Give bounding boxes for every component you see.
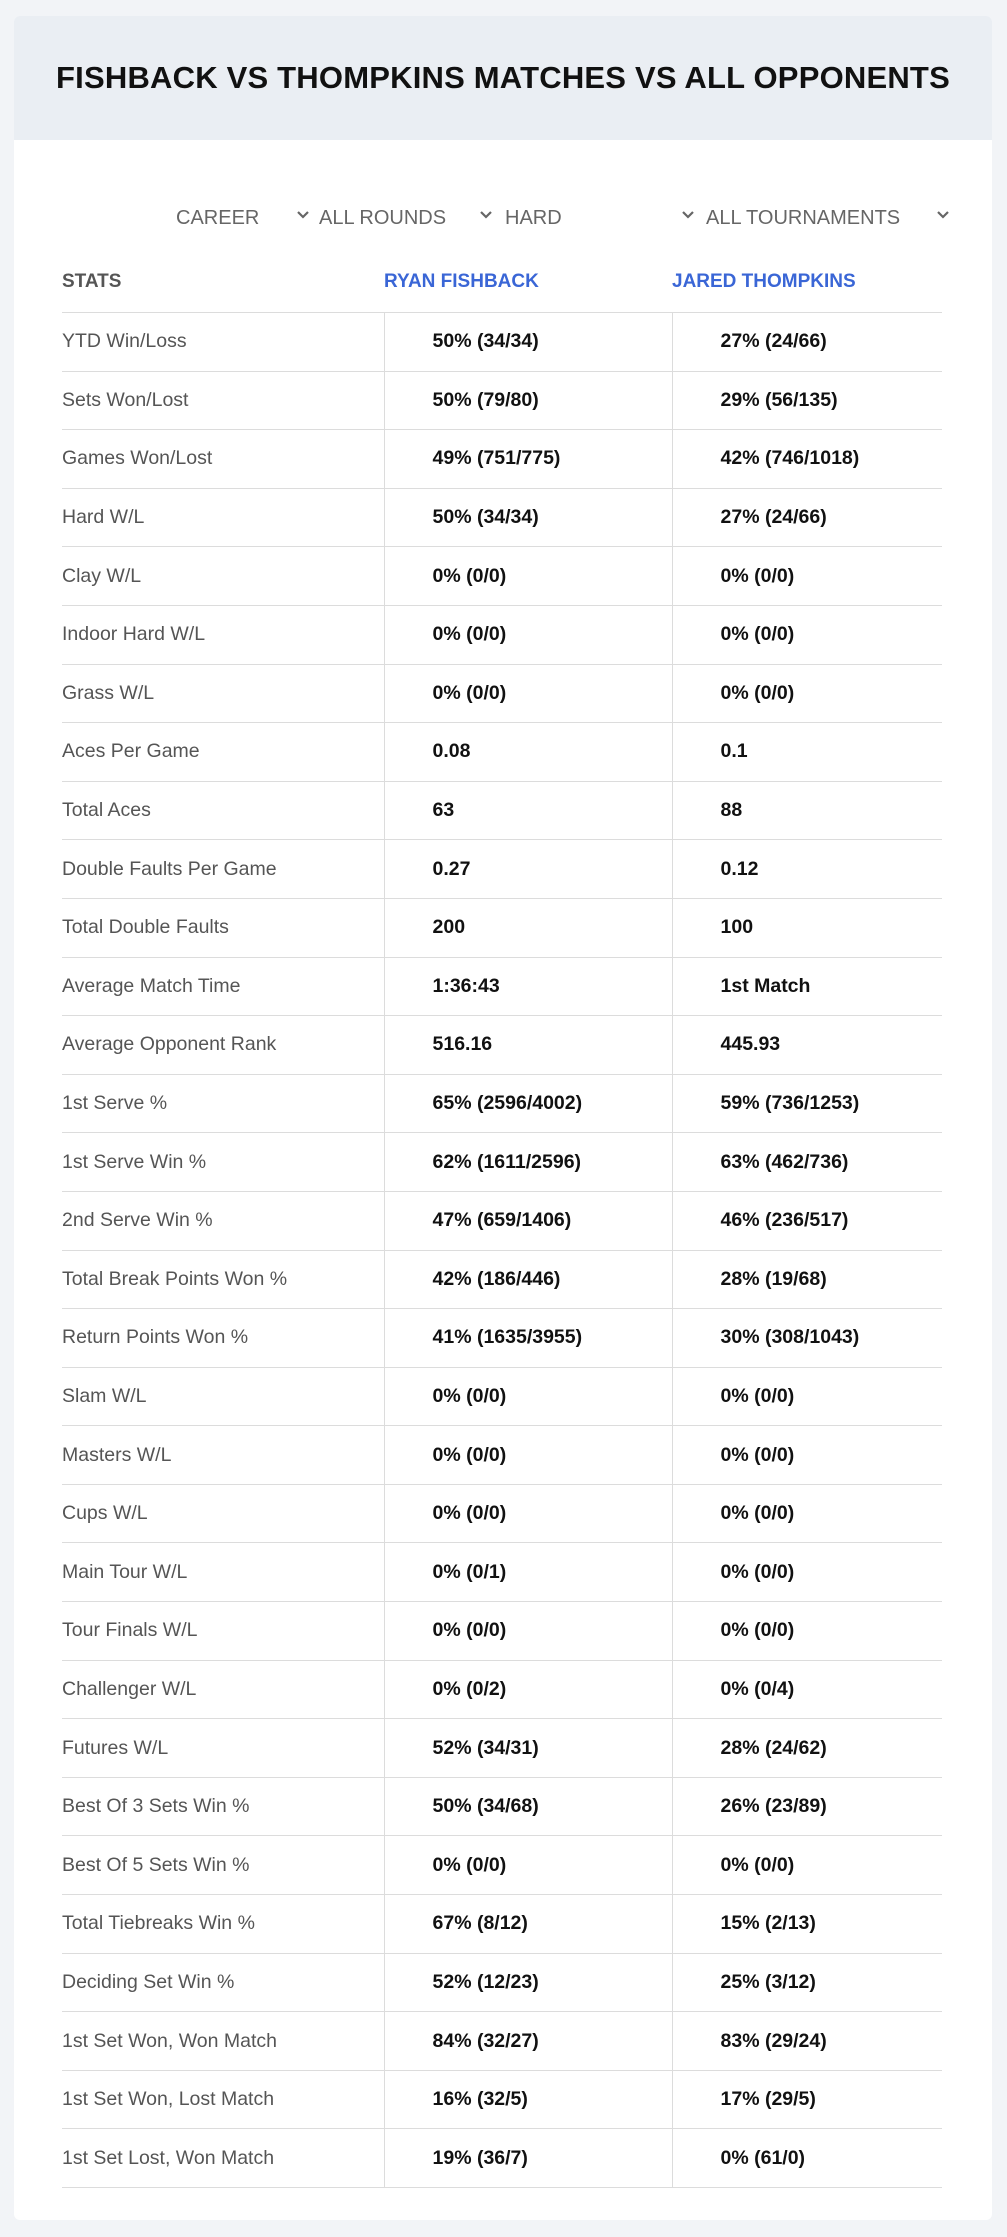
stat-label: Main Tour W/L (62, 1543, 384, 1602)
player1-value: 84% (32/27) (384, 2012, 672, 2071)
stat-label: Masters W/L (62, 1426, 384, 1485)
player2-value: 0% (0/0) (672, 1543, 942, 1602)
chevron-down-icon (479, 210, 493, 220)
stat-label: Clay W/L (62, 547, 384, 606)
player1-value: 52% (34/31) (384, 1719, 672, 1778)
player2-value: 88 (672, 781, 942, 840)
player2-value: 0% (0/4) (672, 1660, 942, 1719)
stat-label: Aces Per Game (62, 723, 384, 782)
tournaments-select[interactable] (706, 188, 956, 248)
chevron-down-icon (936, 210, 950, 220)
table-row (62, 1953, 942, 2012)
player1-value: 0% (0/0) (384, 1367, 672, 1426)
player1-value: 49% (751/775) (384, 430, 672, 489)
player2-value: 0% (0/0) (672, 1367, 942, 1426)
table-row (62, 1250, 942, 1309)
player1-value: 0% (0/0) (384, 1484, 672, 1543)
player1-value: 516.16 (384, 1016, 672, 1075)
player1-value: 0% (0/0) (384, 605, 672, 664)
stat-label: Sets Won/Lost (62, 371, 384, 430)
player2-value: 27% (24/66) (672, 488, 942, 547)
player1-value: 62% (1611/2596) (384, 1133, 672, 1192)
player1-value: 0% (0/0) (384, 547, 672, 606)
player2-value: 0.1 (672, 723, 942, 782)
player1-value: 41% (1635/3955) (384, 1309, 672, 1368)
player1-value: 0% (0/1) (384, 1543, 672, 1602)
table-row (62, 1484, 942, 1543)
player2-value: 30% (308/1043) (672, 1309, 942, 1368)
stats-card (14, 16, 992, 2220)
player2-value: 445.93 (672, 1016, 942, 1075)
player2-value: 0% (0/0) (672, 605, 942, 664)
table-row (62, 488, 942, 547)
player2-value: 0% (0/0) (672, 1836, 942, 1895)
stat-label: 1st Set Won, Won Match (62, 2012, 384, 2071)
player1-value: 0% (0/0) (384, 664, 672, 723)
table-row (62, 664, 942, 723)
period-select-label: CAREER (176, 206, 260, 229)
player2-value: 83% (29/24) (672, 2012, 942, 2071)
table-row (62, 1133, 942, 1192)
stat-label: Total Aces (62, 781, 384, 840)
player1-value: 0% (0/0) (384, 1836, 672, 1895)
player2-value: 0% (0/0) (672, 1602, 942, 1661)
stat-label: Slam W/L (62, 1367, 384, 1426)
player2-value: 100 (672, 898, 942, 957)
stat-label: Average Opponent Rank (62, 1016, 384, 1075)
player2-value: 28% (24/62) (672, 1719, 942, 1778)
player2-value: 0% (0/0) (672, 1426, 942, 1485)
stat-label: YTD Win/Loss (62, 313, 384, 372)
player1-value: 63 (384, 781, 672, 840)
table-row (62, 1719, 942, 1778)
player2-value: 26% (23/89) (672, 1777, 942, 1836)
player1-value: 200 (384, 898, 672, 957)
stat-label: Cups W/L (62, 1484, 384, 1543)
player2-value: 17% (29/5) (672, 2070, 942, 2129)
player2-value: 0% (0/0) (672, 547, 942, 606)
table-row (62, 1426, 942, 1485)
player1-value: 50% (34/34) (384, 313, 672, 372)
table-row (62, 1602, 942, 1661)
player1-value: 50% (34/34) (384, 488, 672, 547)
player1-value: 47% (659/1406) (384, 1191, 672, 1250)
rounds-select-label: ALL ROUNDS (319, 206, 447, 229)
player1-value: 42% (186/446) (384, 1250, 672, 1309)
stat-label: Total Double Faults (62, 898, 384, 957)
stat-label: Best Of 5 Sets Win % (62, 1836, 384, 1895)
stat-label: 1st Serve Win % (62, 1133, 384, 1192)
stat-label: Indoor Hard W/L (62, 605, 384, 664)
surface-select[interactable] (505, 188, 701, 248)
player2-value: 63% (462/736) (672, 1133, 942, 1192)
table-row (62, 1016, 942, 1075)
player2-value: 0% (0/0) (672, 664, 942, 723)
table-row (62, 2070, 942, 2129)
table-row (62, 547, 942, 606)
player1-value: 65% (2596/4002) (384, 1074, 672, 1133)
table-row (62, 1836, 942, 1895)
table-row (62, 430, 942, 489)
player2-value: 0.12 (672, 840, 942, 899)
table-row (62, 957, 942, 1016)
stat-label: Grass W/L (62, 664, 384, 723)
player2-value: 27% (24/66) (672, 313, 942, 372)
chevron-down-icon (681, 210, 695, 220)
stat-label: 1st Set Won, Lost Match (62, 2070, 384, 2129)
player1-value: 19% (36/7) (384, 2129, 672, 2188)
stat-label: Challenger W/L (62, 1660, 384, 1719)
player2-value: 28% (19/68) (672, 1250, 942, 1309)
table-row (62, 313, 942, 372)
table-row (62, 1777, 942, 1836)
table-row (62, 1191, 942, 1250)
stat-label: 1st Serve % (62, 1074, 384, 1133)
stat-label: 2nd Serve Win % (62, 1191, 384, 1250)
table-row (62, 1895, 942, 1954)
table-row (62, 371, 942, 430)
player2-value: 0% (61/0) (672, 2129, 942, 2188)
title-bar (14, 16, 992, 140)
table-row (62, 1543, 942, 1602)
player1-value: 0% (0/0) (384, 1602, 672, 1661)
stat-label: Deciding Set Win % (62, 1953, 384, 2012)
stat-label: Hard W/L (62, 488, 384, 547)
stat-label: Average Match Time (62, 957, 384, 1016)
rounds-select[interactable] (319, 188, 495, 248)
stats-table-body (62, 313, 942, 2188)
stats-table (62, 252, 942, 2188)
stat-label: Total Break Points Won % (62, 1250, 384, 1309)
stat-label: Futures W/L (62, 1719, 384, 1778)
chevron-down-icon (296, 210, 310, 220)
table-row (62, 1074, 942, 1133)
player1-value: 0.08 (384, 723, 672, 782)
table-row (62, 723, 942, 782)
table-row (62, 781, 942, 840)
player1-value: 52% (12/23) (384, 1953, 672, 2012)
player1-value: 0% (0/2) (384, 1660, 672, 1719)
period-select[interactable] (176, 188, 316, 248)
stat-label: Best Of 3 Sets Win % (62, 1777, 384, 1836)
stat-label: Return Points Won % (62, 1309, 384, 1368)
stat-label: Double Faults Per Game (62, 840, 384, 899)
stat-label: 1st Set Lost, Won Match (62, 2129, 384, 2188)
table-row (62, 2012, 942, 2071)
player1-value: 1:36:43 (384, 957, 672, 1016)
player1-value: 67% (8/12) (384, 1895, 672, 1954)
table-row (62, 2129, 942, 2188)
player2-value: 0% (0/0) (672, 1484, 942, 1543)
player1-value: 50% (34/68) (384, 1777, 672, 1836)
table-header-row (62, 252, 942, 313)
page-title: FISHBACK VS THOMPKINS MATCHES VS ALL OPPONENTS (56, 60, 950, 95)
stat-label: Total Tiebreaks Win % (62, 1895, 384, 1954)
tournaments-select-label: ALL TOURNAMENTS (706, 206, 901, 229)
player2-value: 46% (236/517) (672, 1191, 942, 1250)
stat-label: Tour Finals W/L (62, 1602, 384, 1661)
surface-select-label: HARD (505, 206, 562, 229)
player1-value: 0% (0/0) (384, 1426, 672, 1485)
player2-column-header[interactable]: JARED THOMPKINS (672, 271, 856, 292)
player2-value: 59% (736/1253) (672, 1074, 942, 1133)
player2-value: 42% (746/1018) (672, 430, 942, 489)
table-row (62, 840, 942, 899)
table-row (62, 1367, 942, 1426)
table-row (62, 1660, 942, 1719)
player2-value: 15% (2/13) (672, 1895, 942, 1954)
table-row (62, 1309, 942, 1368)
player1-value: 50% (79/80) (384, 371, 672, 430)
player2-value: 29% (56/135) (672, 371, 942, 430)
stat-label: Games Won/Lost (62, 430, 384, 489)
table-row (62, 605, 942, 664)
filter-bar (14, 188, 992, 248)
player1-value: 16% (32/5) (384, 2070, 672, 2129)
player1-value: 0.27 (384, 840, 672, 899)
table-row (62, 898, 942, 957)
player1-column-header[interactable]: RYAN FISHBACK (384, 271, 539, 292)
stats-column-header: STATS (62, 271, 122, 292)
player2-value: 25% (3/12) (672, 1953, 942, 2012)
player2-value: 1st Match (672, 957, 942, 1016)
